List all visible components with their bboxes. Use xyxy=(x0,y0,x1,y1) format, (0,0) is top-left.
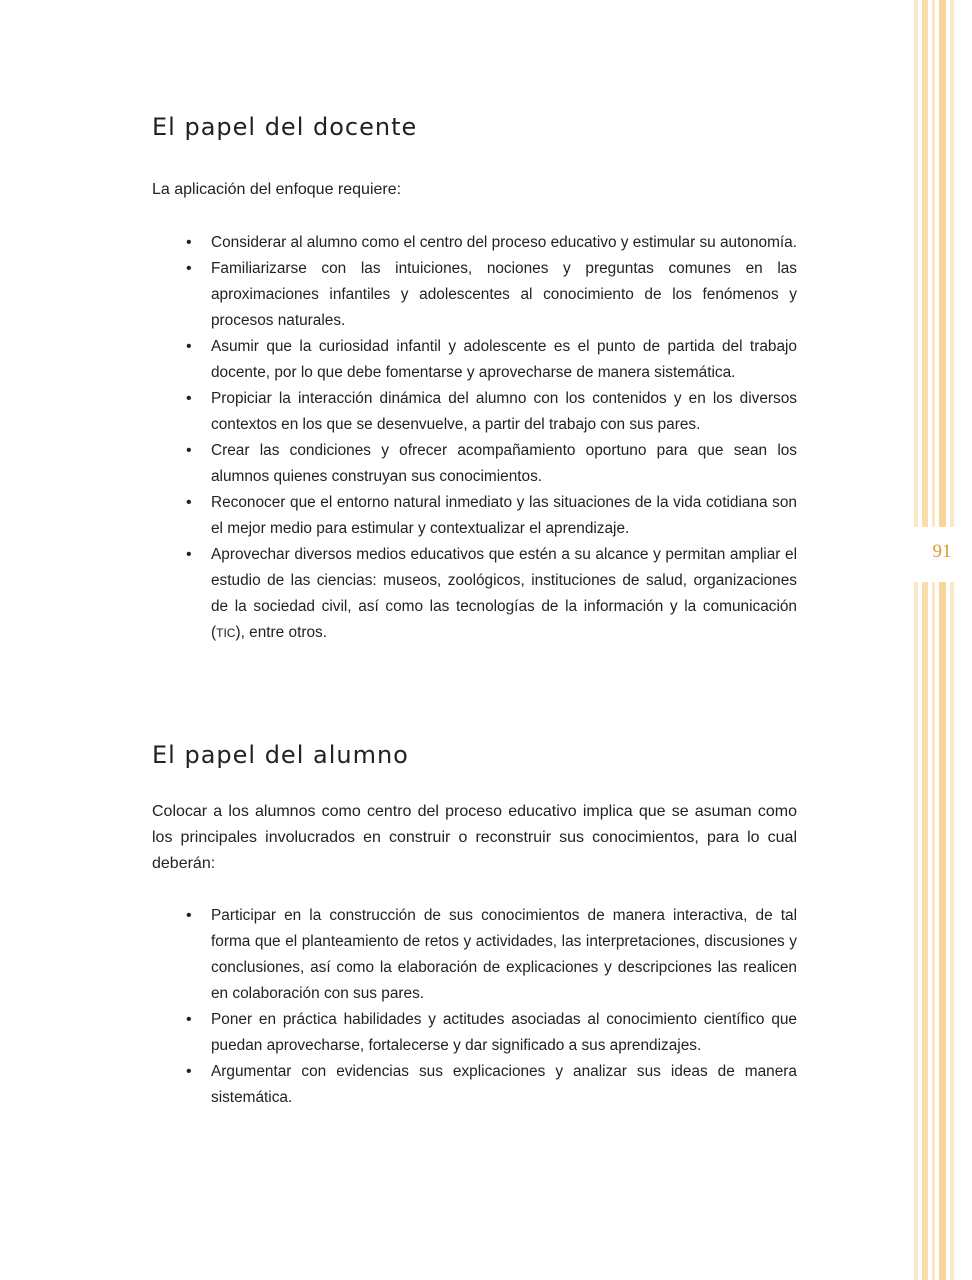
list-item: • Reconocer que el entorno natural inmediato y las situaciones de la vida cotidiana son el mejor medio para estimular y contextualizar el aprendizaje. xyxy=(186,490,797,542)
list-item: • Aprovechar diversos medios educativos que estén a su alcance y permitan ampliar el estudio de las ciencias: museos, zoológicos, instituciones de salud, organizaciones de la sociedad civil, así como las tecnologías de la información y la comunicación (TIC), entre otros. xyxy=(186,542,797,646)
list-item: • Familiarizarse con las intuiciones, nociones y preguntas comunes en las aproximaciones infantiles y adolescentes al conocimiento de los fenómenos y procesos naturales. xyxy=(186,256,797,334)
margin-stripe xyxy=(914,0,918,1280)
bullet-icon: • xyxy=(186,442,192,459)
bullet-icon: • xyxy=(186,1063,192,1080)
bullet-list-alumno xyxy=(186,903,797,1111)
intro-paragraph-alumno: Colocar a los alumnos como centro del proceso educativo implica que se asuman como los principales involucrados en construir o reconstruir sus conocimientos, para lo cual deberán: xyxy=(152,803,797,872)
page-number: 91 xyxy=(932,541,952,562)
bullet-icon: • xyxy=(186,546,192,563)
list-item: • Argumentar con evidencias sus explicaciones y analizar sus ideas de manera sistemática. xyxy=(186,1059,797,1111)
bullet-icon: • xyxy=(186,338,192,355)
bullet-icon: • xyxy=(186,907,192,924)
list-item: • Propiciar la interacción dinámica del alumno con los contenidos y en los diversos contextos en los que se desenvuelve, a partir del trabajo con sus pares. xyxy=(186,386,797,438)
bullet-icon: • xyxy=(186,260,192,277)
intro-paragraph-docente: La aplicación del enfoque requiere: xyxy=(152,181,402,198)
bullet-icon: • xyxy=(186,494,192,511)
margin-stripe xyxy=(932,0,935,1280)
list-item: • Crear las condiciones y ofrecer acompañamiento oportuno para que sean los alumnos quienes construyan sus conocimientos. xyxy=(186,438,797,490)
section-title-docente: El papel del docente xyxy=(152,113,418,141)
margin-stripe xyxy=(950,0,954,1280)
bullet-list-docente xyxy=(186,230,797,646)
abbreviation-tic: TIC xyxy=(216,626,236,640)
list-item: • Asumir que la curiosidad infantil y adolescente es el punto de partida del trabajo docente, por lo que debe fomentarse y aprovecharse de manera sistemática. xyxy=(186,334,797,386)
section-title-alumno: El papel del alumno xyxy=(152,741,409,769)
margin-stripe xyxy=(922,0,928,1280)
margin-stripe xyxy=(939,0,946,1280)
bullet-icon: • xyxy=(186,234,192,251)
list-item: • Considerar al alumno como el centro del proceso educativo y estimular su autonomía. xyxy=(186,230,797,256)
list-item: • Poner en práctica habilidades y actitudes asociadas al conocimiento científico que puedan aprovecharse, fortalecerse y dar significado a sus aprendizajes. xyxy=(186,1007,797,1059)
bullet-icon: • xyxy=(186,1011,192,1028)
list-item: • Participar en la construcción de sus conocimientos de manera interactiva, de tal forma que el planteamiento de retos y actividades, las interpretaciones, discusiones y conclusiones, así como la elaboración de explicaciones y descripciones las realicen en colaboración con sus pares. xyxy=(186,903,797,1007)
bullet-icon: • xyxy=(186,390,192,407)
